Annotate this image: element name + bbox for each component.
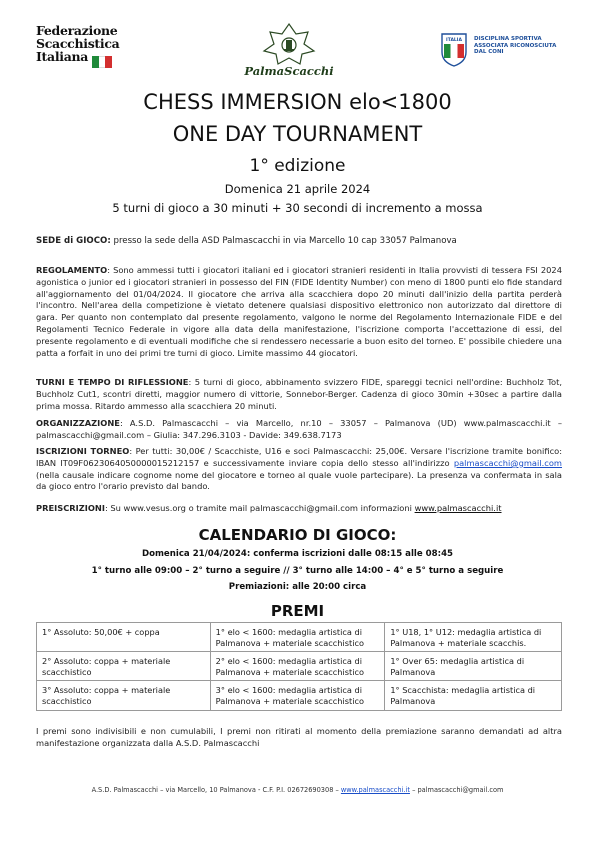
sede-text: presso la sede della ASD Palmascacchi in via Marcello 10 cap 33057 Palmanova bbox=[110, 236, 457, 246]
prize-cell: 2° elo < 1600: medaglia artistica di Palmanova + materiale scacchistico bbox=[210, 652, 385, 681]
footer bbox=[0, 786, 595, 794]
table-row bbox=[37, 652, 562, 681]
sede-label: SEDE di GIOCO: bbox=[36, 236, 111, 246]
preiscrizioni-section bbox=[36, 503, 562, 515]
email-link[interactable]: palmascacchi@gmail.com bbox=[453, 457, 562, 468]
title-line-1: CHESS IMMERSION elo<1800 bbox=[143, 90, 452, 114]
calendario-line: Domenica 21/04/2024: conferma iscrizioni dalle 08:15 alle 08:45 bbox=[141, 549, 454, 559]
turni-label: TURNI E TEMPO DI RIFLESSIONE bbox=[36, 377, 189, 387]
table-row bbox=[37, 623, 562, 652]
event-format: 5 turni di gioco a 30 minuti + 30 secondi di incremento a mossa bbox=[112, 201, 483, 215]
prize-cell: 1° Over 65: medaglia artistica di Palmanova bbox=[385, 652, 562, 681]
palmascacchi-logo-text: PalmaScacchi bbox=[244, 64, 334, 78]
fsi-logo-line: Scacchistica bbox=[36, 36, 120, 51]
title-line-2: ONE DAY TOURNAMENT bbox=[172, 122, 423, 146]
palmanova-star-fortress-icon bbox=[236, 20, 342, 66]
prize-cell: 3° Assoluto: coppa + materiale scacchistico bbox=[37, 681, 211, 710]
website-link[interactable]: www.palmascacchi.it bbox=[414, 503, 502, 513]
footer-website-link[interactable]: www.palmascacchi.it bbox=[340, 786, 410, 794]
iscrizioni-section bbox=[36, 446, 562, 493]
coni-text-line: ASSOCIATA RICONOSCIUTA bbox=[474, 42, 557, 49]
organizzazione-section bbox=[36, 418, 562, 442]
prize-cell: 1° elo < 1600: medaglia artistica di Palmanova + materiale scacchistico bbox=[210, 623, 385, 652]
footer-text-after: – palmascacchi@gmail.com bbox=[409, 786, 504, 794]
coni-text-line: DISCIPLINA SPORTIVA bbox=[474, 36, 542, 42]
organizzazione-label: ORGANIZZAZIONE bbox=[36, 418, 120, 428]
sede-section bbox=[36, 236, 562, 248]
footer-text: A.S.D. Palmascacchi – via Marcello, 10 Palmanova - C.F. P.I. 02672690308 – bbox=[91, 786, 341, 794]
coni-shield-icon bbox=[440, 32, 468, 68]
prize-cell: 1° Assoluto: 50,00€ + coppa bbox=[37, 623, 211, 652]
turni-text: : 5 turni di gioco, abbinamento svizzero FIDE, spareggi tecnici nell'ordine: Buchholz Tot, Buchholz Cut1, scontri diretti, maggior numero di vittorie, Sonnebor-Berger. Cadenza di gioco 30min +30sec a partire dalla prima mossa. Ritardo ammesso alla scacchiera 20 minuti. bbox=[36, 377, 562, 411]
edition: 1° edizione bbox=[249, 156, 346, 176]
coni-brand-text: ITALIA bbox=[446, 38, 462, 43]
prizes-table bbox=[36, 622, 562, 711]
coni-logo bbox=[440, 32, 570, 72]
palmascacchi-logo bbox=[236, 20, 342, 82]
turni-section bbox=[36, 377, 562, 412]
prize-cell: 1° U18, 1° U12: medaglia artistica di Palmanova + materiale scacchis. bbox=[385, 623, 562, 652]
fsi-logo-line: Federazione bbox=[36, 23, 118, 38]
regolamento-label: REGOLAMENTO bbox=[36, 265, 108, 275]
table-row bbox=[37, 681, 562, 710]
coni-text-line: DAL CONI bbox=[474, 49, 504, 55]
preiscrizioni-label: PREISCRIZIONI bbox=[36, 503, 105, 513]
calendario-line: Premiazioni: alle 20:00 circa bbox=[228, 582, 367, 592]
iscrizioni-text-after: (nella causale indicare cognome nome del giocatore e torneo al quale vuole partecipare). La presenza va confermata in sala da gioco entro l'orario previsto dal bando. bbox=[36, 469, 562, 492]
prize-cell: 3° elo < 1600: medaglia artistica di Palmanova + materiale scacchistico bbox=[210, 681, 385, 710]
event-date: Domenica 21 aprile 2024 bbox=[224, 182, 371, 196]
organizzazione-text: : A.S.D. Palmascacchi – via Marcello, nr.10 – 33057 – Palmanova (UD) www.palmascacchi.it – palmascacchi@gmail.com – Giulia: 347.296.3103 - Davide: 349.638.7173 bbox=[36, 418, 562, 440]
iscrizioni-text: : Per tutti: 30,00€ / Scacchiste, U16 e soci Palmascacchi: 25,00€. Versare l'iscrizione tramite bonifico: IBAN IT09F0623064050000015212157 e successivamente inviare copia dello stesso all'indirizzo bbox=[36, 446, 562, 468]
prize-cell: 1° Scacchista: medaglia artistica di Palmanova bbox=[385, 681, 562, 710]
fsi-logo bbox=[36, 24, 126, 63]
fsi-logo-line: Italiana bbox=[36, 49, 89, 64]
regolamento-section bbox=[36, 265, 562, 359]
italian-flag-icon bbox=[92, 56, 112, 68]
iscrizioni-label: ISCRIZIONI TORNEO bbox=[36, 446, 130, 456]
prizes-note: I premi sono indivisibili e non cumulabili, I premi non ritirati al momento della premiazione saranno demandati ad altra manifestazione organizzata dalla A.S.D. Palmascacchi bbox=[36, 726, 562, 748]
regolamento-text: : Sono ammessi tutti i giocatori italiani ed i giocatori stranieri residenti in Italia provvisti di tessera FSI 2024 agonistica o junior ed i giocatori stranieri in possesso del FIN (FIDE Identity Number) con meno di 1800 punti elo fide standard all'aggiornamento del 01/04/2024. Il giocatore che arriva alla scacchiera dopo 20 minuti dall'inizio della partita perderà l'incontro. Nell'area della competizione è vietato detenere qualsiasi dispositivo elettronico non autorizzato dal direttore di gara. Per quanto non contemplato dal presente regolamento, valgono le norme del Regolamento Internazionale FIDE e del Regolamenti Tecnico Federale in vigore alla data della manifestazione, l'iscrizione comporta l'accettazione di essi, del presente regolamento e di eventuali modifiche che si rendessero necessarie a buon esito del torneo. E' possibile chiedere una patta a forfait in uno dei primi tre turni di gioco. Limite massimo 44 giocatori. bbox=[36, 265, 562, 358]
premi-title: PREMI bbox=[270, 602, 325, 620]
calendario-line: 1° turno alle 09:00 – 2° turno a seguire // 3° turno alle 14:00 – 4° e 5° turno a seguire bbox=[91, 566, 504, 576]
prize-cell: 2° Assoluto: coppa + materiale scacchistico bbox=[37, 652, 211, 681]
preiscrizioni-text: : Su www.vesus.org o tramite mail palmascacchi@gmail.com informazioni bbox=[104, 503, 415, 513]
calendario-title: CALENDARIO DI GIOCO: bbox=[198, 526, 397, 544]
